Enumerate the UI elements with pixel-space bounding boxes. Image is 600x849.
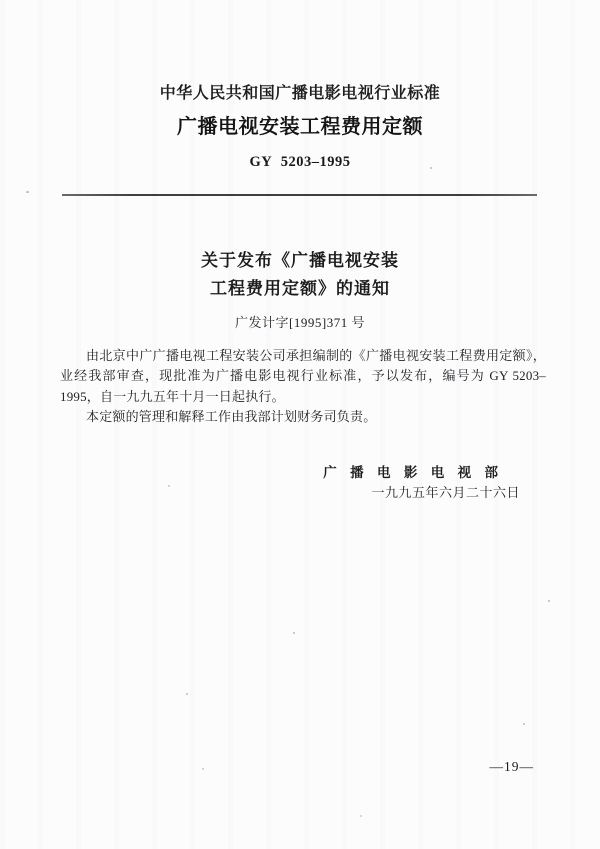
scan-speckle (186, 693, 188, 695)
body-paragraph-2: 本定额的管理和解释工作由我部计划财务司负责。 (86, 409, 377, 425)
scan-speckle (523, 723, 525, 725)
scan-speckle (430, 167, 432, 169)
page-number: —19— (489, 759, 534, 774)
signature-date: 一九九五年六月二十六日 (371, 485, 520, 500)
standard-category-line: 中华人民共和国广播电影电视行业标准 (159, 85, 441, 102)
scan-speckle (293, 632, 295, 634)
notice-title (0, 247, 600, 303)
notice-doc-number: 广发计字[1995]371 号 (235, 315, 365, 330)
signature-issuer: 广 播 电 影 电 视 部 (323, 465, 503, 480)
scan-speckle (548, 600, 550, 602)
document-title: 广播电视安装工程费用定额 (177, 116, 423, 138)
notice-title-line-2: 工程费用定额》的通知 (210, 279, 390, 298)
scan-speckle (360, 815, 362, 817)
notice-body (60, 346, 546, 428)
notice-title-line-1: 关于发布《广播电视安装 (201, 251, 399, 270)
scan-speckle (26, 191, 29, 193)
standard-number: GY 5203–1995 (249, 154, 351, 170)
scan-speckle (168, 485, 170, 487)
scan-speckle (202, 768, 204, 770)
horizontal-rule (62, 194, 537, 196)
body-paragraph-1: 由北京中广广播电视工程安装公司承担编制的《广播电视安装工程费用定额》，业经我部审查，现批准为广播电影电视行业标准，予以发布，编号为 GY 5203–1995，自一九九五年十月一日起执行。 (60, 348, 546, 404)
